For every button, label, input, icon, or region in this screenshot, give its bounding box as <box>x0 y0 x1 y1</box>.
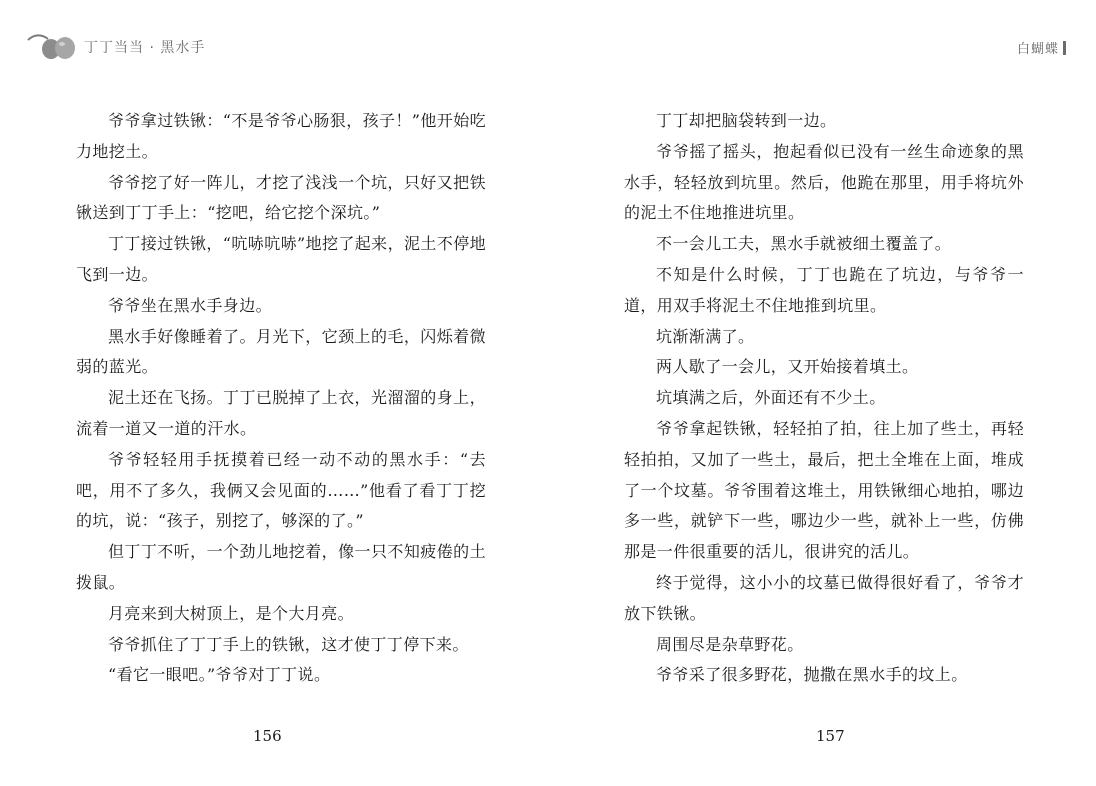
paragraph: 不一会儿工夫，黑水手就被细土覆盖了。 <box>656 234 952 254</box>
paragraph: 但丁丁不听，一个劲儿地挖着，像一只不知疲倦的土拨鼠。 <box>76 542 486 592</box>
paragraph: 周围尽是杂草野花。 <box>656 634 804 654</box>
paragraph: 丁丁接过铁锹，“吭哧吭哧”地挖了起来，泥土不停地飞到一边。 <box>76 234 486 284</box>
paragraph: 坑填满之后，外面还有不少土。 <box>656 388 886 408</box>
paragraph: 爷爷拿起铁锹，轻轻拍了拍，往上加了些土，再轻轻拍拍，又加了一些土，最后，把土全堆在上面，堆成了一个坟墓。爷爷围着这堆土，用铁锹细心地拍，哪边多一些，就铲下一些，哪边少一些，就补上一些，仿佛那是一件很重要的活儿，很讲究的活儿。 <box>624 418 1024 562</box>
paragraph: 月亮来到大树顶上，是个大月亮。 <box>108 603 355 623</box>
paragraph: 丁丁却把脑袋转到一边。 <box>656 111 837 130</box>
paragraph: 坑渐渐满了。 <box>656 326 755 346</box>
series-title: 丁丁当当 · 黑水手 <box>84 40 206 56</box>
paragraph: 爷爷摇了摇头，抱起看似已没有一丝生命迹象的黑水手，轻轻放到坑里。然后，他跪在那里，用手将坑外的泥土不住地推进坑里。 <box>624 141 1024 223</box>
paragraph: 不知是什么时候，丁丁也跪在了坑边，与爷爷一道，用双手将泥土不住地推到坑里。 <box>624 264 1024 315</box>
paragraph: 黑水手好像睡着了。月光下，它颈上的毛，闪烁着微弱的蓝光。 <box>76 326 486 377</box>
running-header-left <box>24 30 205 64</box>
gourd-logo-icon <box>24 31 78 63</box>
paragraph: 泥土还在飞扬。丁丁已脱掉了上衣，光溜溜的身上，流着一道又一道的汗水。 <box>76 388 486 438</box>
paragraph: 两人歇了一会儿，又开始接着填土。 <box>656 357 919 377</box>
left-page-body <box>76 106 486 691</box>
chapter-title: 白蝴蝶 <box>1016 42 1059 57</box>
header-bar-mark <box>1063 41 1066 55</box>
paragraph: 终于觉得，这小小的坟墓已做得很好看了，爷爷才放下铁锹。 <box>624 572 1024 623</box>
paragraph: 爷爷挖了好一阵儿，才挖了浅浅一个坑，只好又把铁锹送到丁丁手上：“挖吧，给它挖个深坑。” <box>76 172 486 223</box>
running-header-right <box>1017 38 1066 57</box>
right-page-body <box>624 106 1024 691</box>
paragraph: 爷爷轻轻用手抚摸着已经一动不动的黑水手：“去吧，用不了多久，我俩又会见面的……”他看了看丁丁挖的坑，说：“孩子，别挖了，够深的了。” <box>76 449 486 531</box>
paragraph: 爷爷坐在黑水手身边。 <box>108 295 273 315</box>
page-number-left: 156 <box>253 727 282 745</box>
paragraph: “看它一眼吧。”爷爷对丁丁说。 <box>108 665 331 685</box>
page-number-right: 157 <box>816 727 845 745</box>
paragraph: 爷爷采了很多野花，抛撒在黑水手的坟上。 <box>656 665 968 685</box>
paragraph: 爷爷抓住了丁丁手上的铁锹，这才使丁丁停下来。 <box>108 634 469 654</box>
paragraph: 爷爷拿过铁锹：“不是爷爷心肠狠，孩子！”他开始吃力地挖土。 <box>76 111 486 161</box>
